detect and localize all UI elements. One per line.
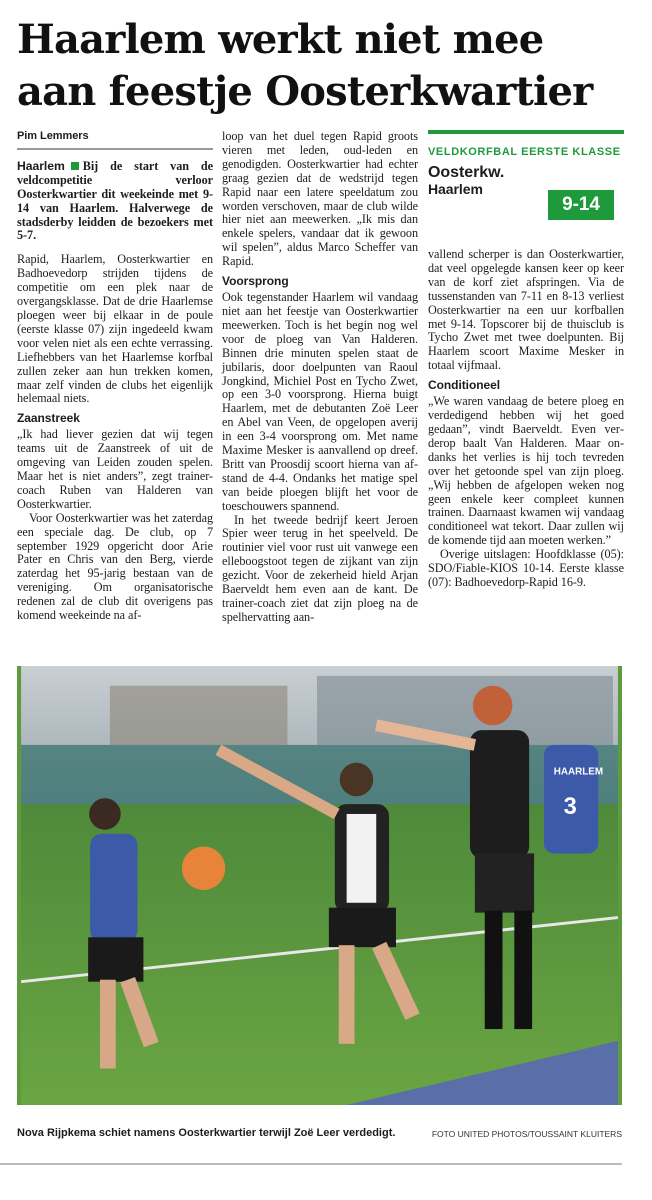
- away-team: Haarlem: [428, 181, 483, 197]
- league-label: VELDKORFBAL EERSTE KLASSE: [428, 146, 621, 158]
- article-column-1: [17, 130, 213, 623]
- subheading-conditioneel: Conditioneel: [428, 378, 501, 393]
- headline: Haarlem werkt niet mee aan feestje Oosterkwartier: [17, 16, 593, 115]
- korfball-scene: [17, 666, 622, 1105]
- lead-paragraph: [17, 160, 213, 243]
- paragraph: Overige uitslagen: Hoofdklasse (05): SDO/Fiable-KIOS 10-14. Eerste klasse (07): Badhoevedorp-Rapid 16-9.: [428, 547, 624, 589]
- dateline: Haarlem: [17, 158, 65, 173]
- jersey-number: 3: [563, 793, 577, 820]
- article-column-3: [428, 130, 624, 590]
- paragraph: „Ik had liever gezien dat wij tegen teams uit de Zaanstreek of uit de omgeving van Leiden zouden spelen. Maar het is niet anders”, zegt trainer-coach Ruben van Halderen van Oosterkwartier.: [17, 427, 213, 511]
- subheading-voorsprong: Voorsprong: [222, 274, 289, 289]
- paragraph: Rapid, Haarlem, Oosterkwartier en Badhoevedorp strijden tijdens de competitie om een plek naar de overgangsklasse. Dat de drie Haarlemse ploegen weer bij elkaar in de poule (eerste klasse 07) zijn ingedeeld kwam voor velen niet als een echte verrassing. Liefhebbers van het Haarlemse korfbal zullen zeker aan hun trekken komen, maar zelf vinden de clubs het eigenlijk helemaal niets.: [17, 252, 213, 406]
- korfball: [182, 847, 225, 890]
- home-team: Oosterkw.: [428, 164, 505, 181]
- subheading-zaanstreek: Zaanstreek: [17, 411, 80, 426]
- byline: Pim Lemmers: [17, 130, 213, 150]
- paragraph: Ook tegenstander Haarlem wil vandaag niet aan het feestje van Oosterkwartier meewerken. Toch is het begin nog wel voor de ploeg van Van Halderen. Binnen drie minuten spelen staat de jubilaris, door doelpunten van Raoul Jongkind, Michiel Post en Tycho Zwet, op een 3-0 voorsprong. Hierna buigt Haarlem, met de debutanten Zoë Leer en Abel van Veen, de opgelopen averij in een 3-4 voorsprong om. Met name Maxime Mesker is aanvallend op dreef. Britt van Proosdij scoort hierna van afstand de 4-4. Ondanks het matige spel van beide ploegen blijft het voor de toeschouwers spannend.: [222, 290, 418, 513]
- paragraph: In het tweede bedrijf keert Jeroen Spier weer terug in het speelveld. De routinier viel voor rust uit vanwege een elleboogstoot tegen de zijkant van zijn gezicht. Voor de zekerheid hield Arjan Baerveldt hem even aan de kant. De trainer-coach ziet dat zijn ploeg na de spelhervatting aan-: [222, 512, 418, 624]
- divider: [0, 1163, 622, 1165]
- photo-caption: Nova Rijpkema schiet namens Oosterkwartier terwijl Zoë Leer verdedigt.: [17, 1127, 396, 1139]
- green-square-icon: [71, 162, 79, 170]
- lead-text: Bij de start van de veldcompetitie verloor Oosterkwartier dit weekeinde met 9-14 van Haarlem. Halverwege de stadsderby leidden de bezoekers met 5-7.: [17, 158, 213, 243]
- jersey-text: HAARLEM: [553, 766, 604, 778]
- match-photo: [17, 666, 622, 1105]
- article-column-2: [222, 130, 418, 625]
- paragraph: loop van het duel tegen Rapid groots vieren met leden, oud-leden en genodigden. Oosterkwartier had echter graag gezien dat de wedstrijd tegen Rapid naar een latere speeldatum zou worden verschoven, maar de club wilde hier niet aan meewerken. „Ik mis dan enkele spelers, vandaar dat ik gewoon wil spelen”, aldus Marco Scheffer van Rapid.: [222, 129, 418, 269]
- paragraph: „We waren vandaag de betere ploeg en verdedigend hebben wij het goed gedaan”, vindt Baerveldt. Even verderop baalt Van Halderen. Maar ondanks het verlies is hij toch tevreden over het getoonde spel van zijn ploeg. „Wij hebben de afgelopen weken nog geen enkele keer compleet kunnen trainen. Daarnaast kwamen wij vandaag conditioneel wat tekort. Daar zullen wij de komende tijd aan moeten werken.”: [428, 394, 624, 548]
- paragraph: vallend scherper is dan Oosterkwartier, dat veel opgelegde kansen keer op keer van de korf ziet afspringen. Via de tussenstanden van 7-11 en 8-13 verliest Oosterkwartier na een uur korfballen met 9-14. Topscorer bij de thuisclub is Tycho Zwet met twee doelpunten. Bij Haarlem scoort Maxime Mesker in totaal vijfmaal.: [428, 247, 624, 373]
- paragraph: Voor Oosterkwartier was het zaterdag een speciale dag. De club, op 7 september 1929 opgericht door Arie Pater en Chris van den Berg, vierde zaterdag het 95-jarig bestaan van de vereniging. Om organisatorische redenen zal de club dit overigens pas komend weekeinde na af-: [17, 510, 213, 623]
- final-score: 9-14: [548, 190, 614, 220]
- photo-credit: FOTO UNITED PHOTOS/TOUSSAINT KLUITERS: [431, 1129, 622, 1139]
- score-box: [428, 130, 624, 238]
